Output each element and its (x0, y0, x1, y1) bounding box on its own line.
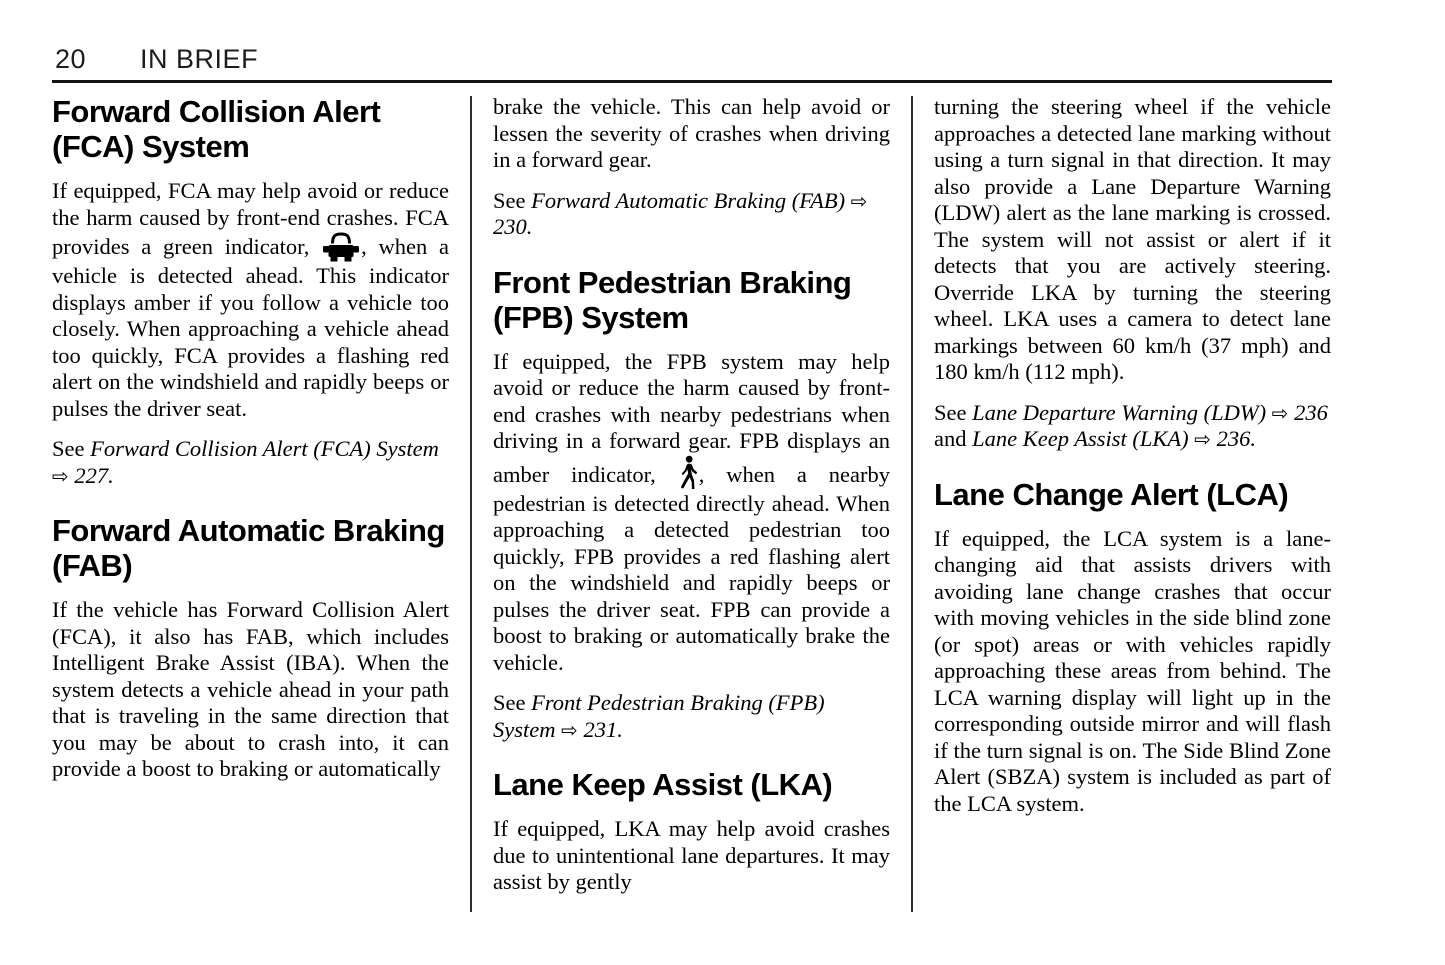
text-run: ⇨ (850, 188, 868, 213)
text-run: ⇨ (52, 463, 69, 488)
text-run: If the vehicle has Forward Collision Alert (FCA), it also has FAB, which includes Intelligent Brake Assist (IBA). When the system detects a vehicle ahead in your path that is traveling in the same direction that you may be about to crash into, it can provide a boost to braking or automatically (52, 597, 449, 781)
lka-body-paragraph-continued (934, 94, 1331, 386)
text-run: 230. (493, 214, 533, 239)
pedestrian-icon (678, 455, 699, 491)
text-run: ⇨ (561, 717, 578, 742)
fpb-body-paragraph (493, 349, 890, 677)
text-run: If equipped, the FPB system may help avoid or reduce the harm caused by front-end crashes with nearby pedestrians when driving in a forward gear. FPB displays an amber indicator, (493, 348, 890, 487)
text-run: 236. (1210, 426, 1256, 451)
header-rule (52, 80, 1332, 83)
text-run: and (934, 426, 973, 451)
text-run: If equipped, the LCA system is a lane-changing aid that assists drivers with avoiding lane change crashes that occur with moving vehicles in the side blind zone (or spot) areas or with vehicles rapidly approaching these areas from behind. The LCA warning display will light up in the corresponding outside mirror and will flash if the turn signal is on. The Side Blind Zone Alert (SBZA) system is included as part of the LCA system. (934, 525, 1331, 816)
text-run: ⇨ (1271, 400, 1289, 425)
text-run: 227. (68, 462, 114, 488)
lka-cross-reference (934, 400, 1331, 453)
text-run: If equipped, LKA may help avoid crashes due to unintentional lane departures. It may assist by gently (493, 816, 890, 894)
fab-body-paragraph-continued (493, 94, 890, 174)
text-run: Lane Keep Assist (LKA) (972, 426, 1189, 451)
fab-body-paragraph (52, 597, 449, 783)
column-divider-2 (911, 96, 913, 912)
text-run: Forward Collision Alert (FCA) System (90, 436, 439, 461)
page-header (55, 44, 258, 75)
text-run: See (52, 436, 91, 461)
content-columns (52, 94, 1331, 912)
heading-fab-system: Forward Automatic Braking (FAB) (52, 513, 445, 583)
heading-fca-system: Forward Collision Alert (FCA) System (52, 94, 381, 164)
lka-body-paragraph (493, 816, 890, 896)
text-run: Forward Automatic Braking (FAB) (531, 187, 846, 213)
heading-lca-system: Lane Change Alert (LCA) (934, 476, 1289, 512)
lca-body-paragraph (934, 526, 1331, 818)
text-run: See (493, 187, 532, 213)
column-3 (934, 94, 1331, 912)
text-run: 231. (577, 716, 623, 742)
fab-cross-reference (493, 188, 890, 241)
section-title: IN BRIEF (140, 44, 259, 74)
text-run: If equipped, FCA may help avoid or reduce the harm caused by front-end crashes. FCA provides a green indicator, (52, 178, 449, 259)
fca-body-paragraph (52, 178, 449, 422)
text-run: See (493, 690, 532, 715)
text-run: 236 (1288, 399, 1328, 425)
page-number: 20 (55, 44, 87, 74)
column-divider-1 (470, 96, 472, 912)
column-2 (493, 94, 890, 912)
heading-fpb-system: Front Pedestrian Braking (FPB) System (493, 264, 852, 335)
text-run: Front Pedestrian Braking (FPB) System (493, 690, 825, 742)
column-1 (52, 94, 449, 912)
text-run: See (934, 399, 973, 425)
text-run: , when a nearby pedestrian is detected directly ahead. When approaching a detected pedestrian too quickly, FPB provides a red flashing alert on the windshield and rapidly beeps or pulses the driver seat. FPB can provide a boost to braking or automatically brake the vehicle. (493, 461, 890, 675)
fpb-cross-reference (493, 690, 890, 743)
text-run: , when a vehicle is detected ahead. This indicator displays amber if you follow a vehicle too closely. When approaching a vehicle ahead too quickly, FCA provides a flashing red alert on the windshield and rapidly beeps or pulses the driver seat. (52, 234, 449, 421)
heading-lka-system: Lane Keep Assist (LKA) (493, 767, 833, 802)
vehicle-ahead-icon (321, 231, 361, 263)
fca-cross-reference (52, 436, 449, 489)
text-run: turning the steering wheel if the vehicle approaches a detected lane marking without using a turn signal in that direction. It may also provide a Lane Departure Warning (LDW) alert as the lane marking is crossed. The system will not assist or alert if it detects that you are actively steering. Override LKA by turning the steering wheel. LKA uses a camera to detect lane markings between 60 km/h (37 mph) and 180 km/h (112 mph). (934, 94, 1331, 384)
text-run: Lane Departure Warning (LDW) (972, 399, 1267, 425)
text-run: ⇨ (1194, 427, 1211, 451)
text-run: brake the vehicle. This can help avoid or lessen the severity of crashes when driving in a forward gear. (493, 94, 890, 172)
